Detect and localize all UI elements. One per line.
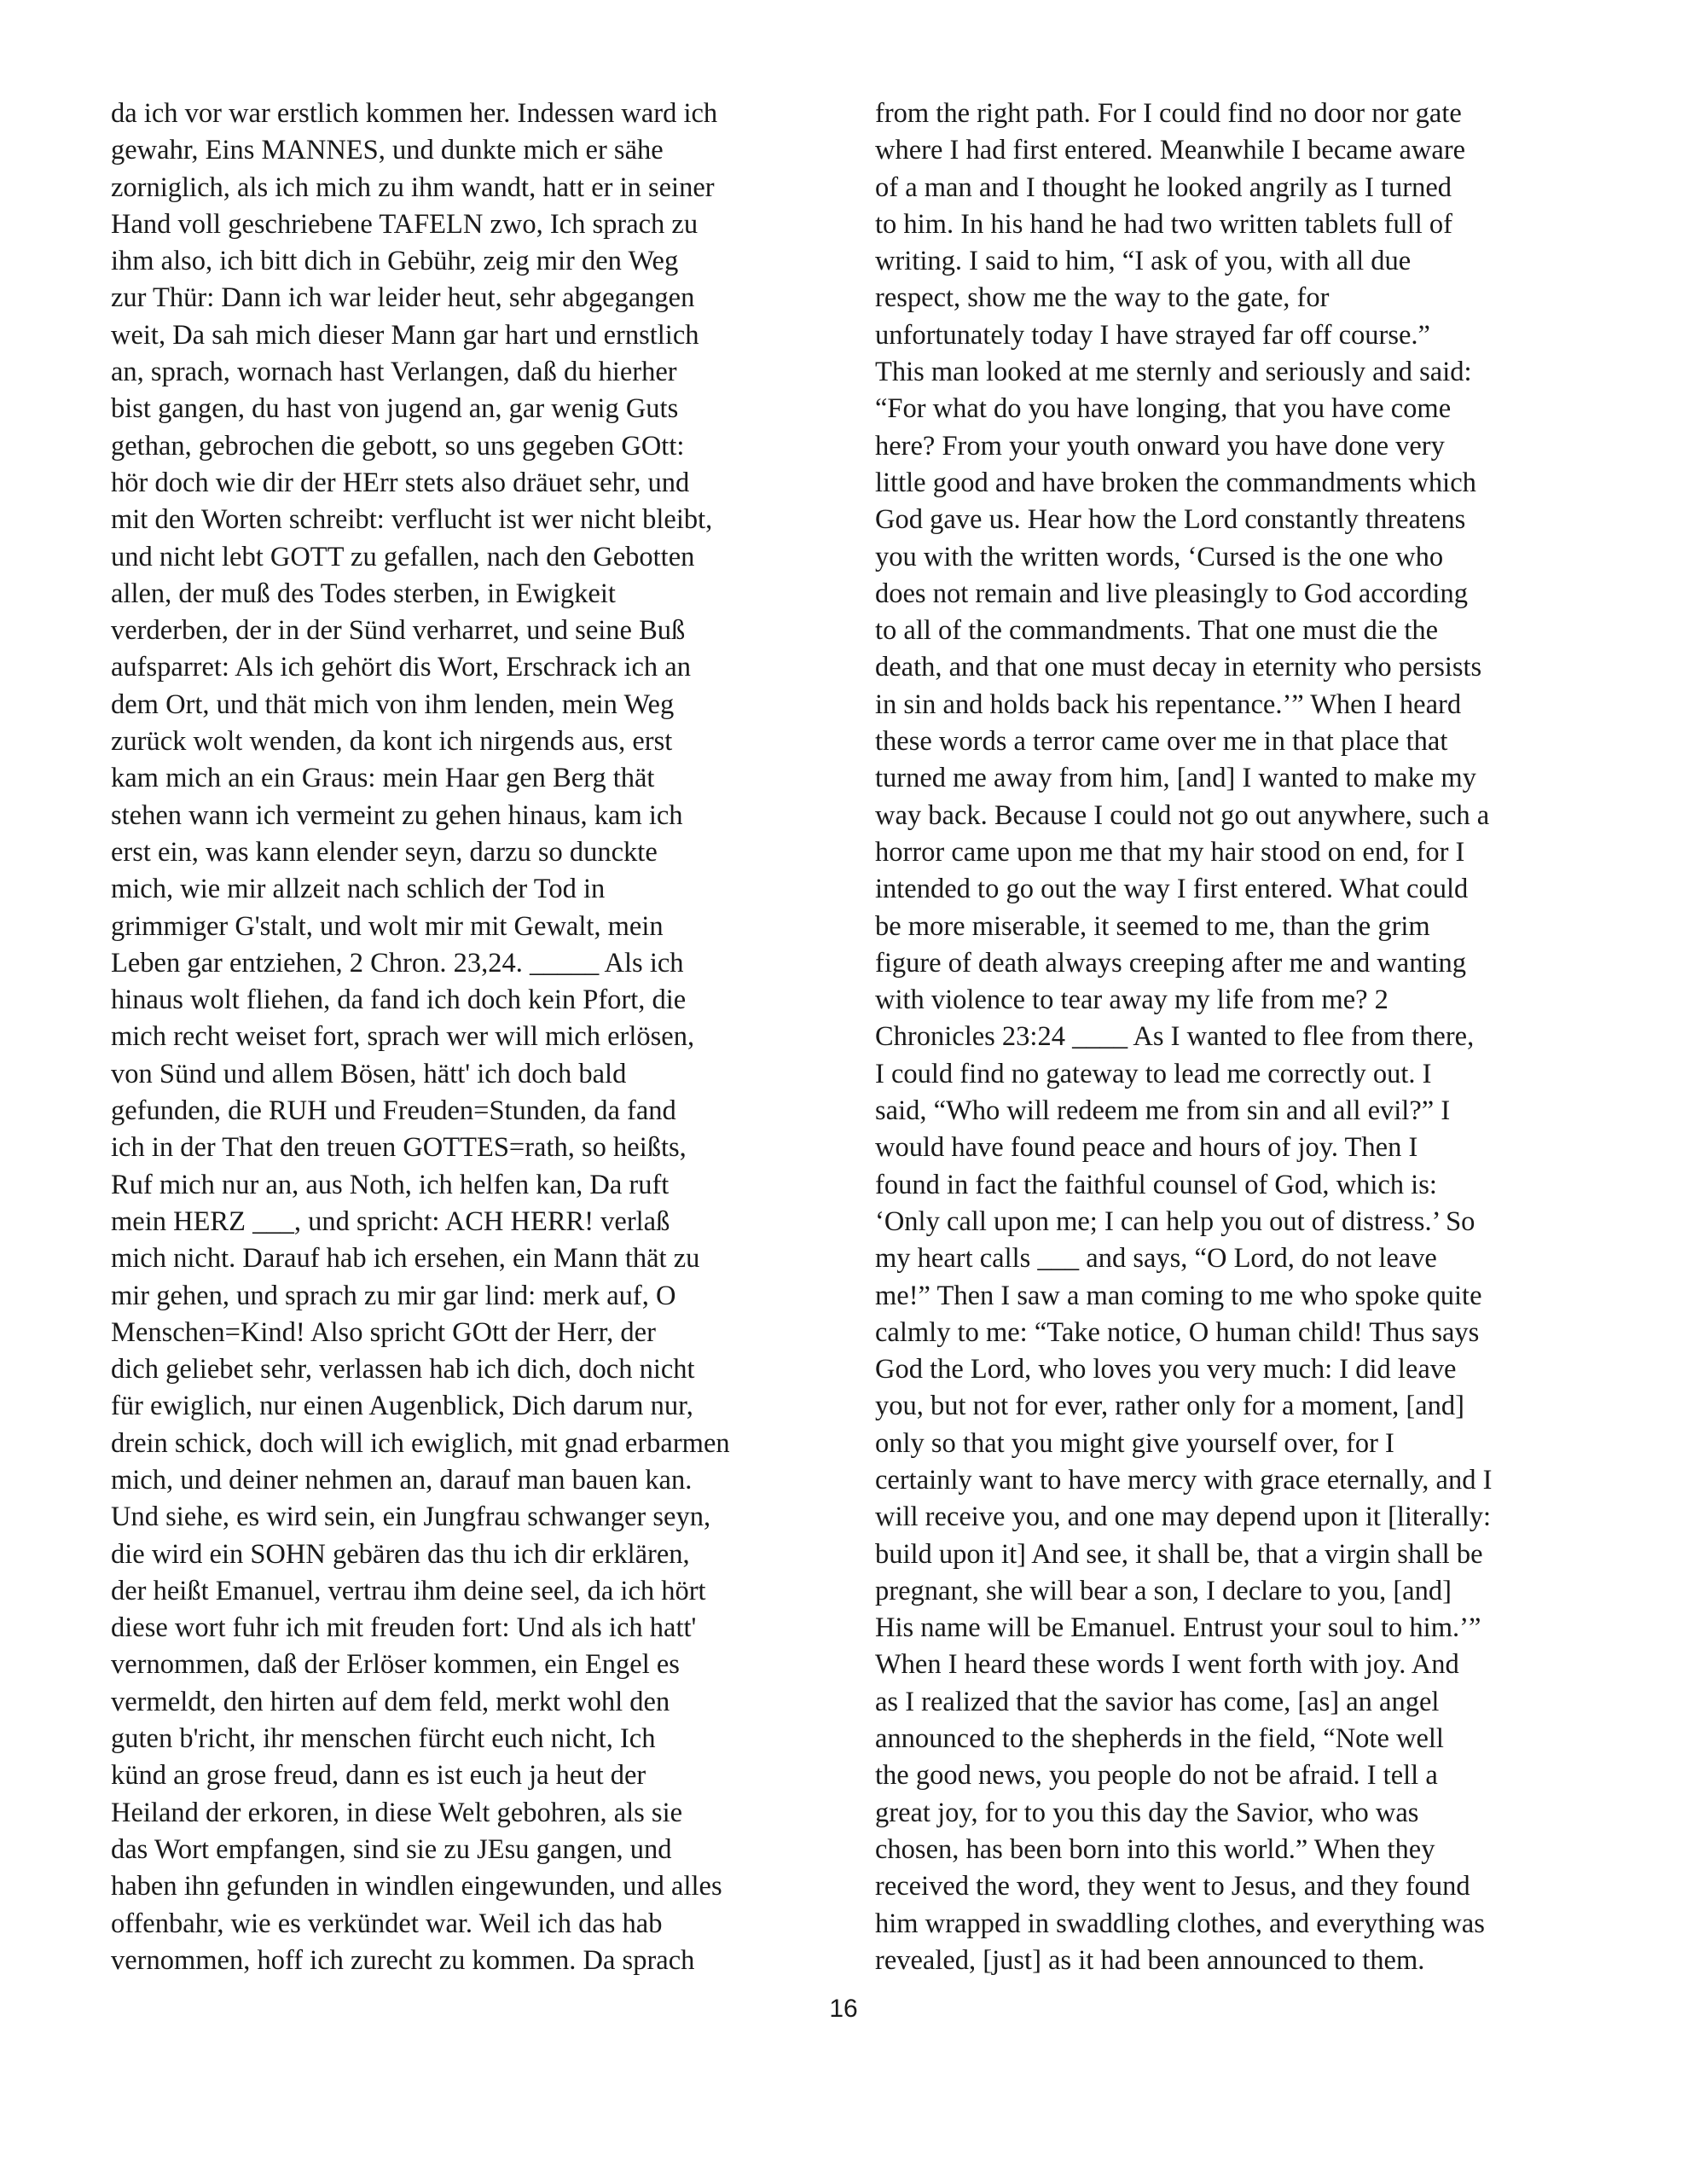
english-text-line: writing. I said to him, “I ask of you, with all due (875, 246, 1412, 277)
english-text-line: me!” Then I saw a man coming to me who spoke quite (875, 1280, 1482, 1311)
english-text-line: death, and that one must decay in eternity who persists (875, 652, 1482, 683)
german-text-line: bist gangen, du hast von jugend an, gar wenig Guts (111, 393, 679, 425)
german-text-line: mich, und deiner nehmen an, darauf man bauen kan. (111, 1464, 693, 1496)
english-text-line: these words a terror came over me in that place that (875, 726, 1448, 758)
english-text-line: chosen, has been born into this world.” When they (875, 1833, 1435, 1865)
english-text-line: God the Lord, who loves you very much: I did leave (875, 1354, 1457, 1385)
page-number: 16 (829, 1995, 858, 2023)
german-text-line: von Sünd und allem Bösen, hätt' ich doch bald (111, 1058, 627, 1089)
german-text-line: zorniglich, als ich mich zu ihm wandt, hatt er in seiner (111, 171, 715, 203)
german-text-line: künd an grose freud, dann es ist euch ja heut der (111, 1760, 646, 1792)
german-text-line: gefunden, die RUH und Freuden=Stunden, da fand (111, 1095, 676, 1127)
english-text-line: will receive you, and one may depend upon it [literally: (875, 1502, 1491, 1533)
german-text-line: das Wort empfangen, sind sie zu JEsu gangen, und (111, 1833, 672, 1865)
german-text-line: mit den Worten schreibt: verflucht ist wer nicht bleibt, (111, 504, 713, 536)
english-text-line: my heart calls ___ and says, “O Lord, do not leave (875, 1243, 1437, 1275)
german-text-line: gewahr, Eins MANNES, und dunkte mich er sähe (111, 135, 664, 166)
german-text-line: vermeldt, den hirten auf dem feld, merkt wohl den (111, 1686, 670, 1717)
english-text-line: great joy, for to you this day the Savior, who was (875, 1797, 1419, 1828)
english-translation-column (875, 96, 1590, 1979)
german-text-line: allen, der muß des Todes sterben, in Ewigkeit (111, 578, 616, 609)
english-text-line: does not remain and live pleasingly to God according (875, 578, 1468, 609)
german-text-line: aufsparret: Als ich gehört dis Wort, Erschrack ich an (111, 652, 691, 683)
english-text-line: certainly want to have mercy with grace eternally, and I (875, 1464, 1493, 1496)
german-text-line: mich nicht. Darauf hab ich ersehen, ein Mann thät zu (111, 1243, 700, 1275)
english-text-line: ‘Only call upon me; I can help you out of distress.’ So (875, 1205, 1475, 1237)
english-text-line: This man looked at me sternly and seriously and said: (875, 357, 1472, 388)
german-text-line: an, sprach, wornach hast Verlangen, daß du hierher (111, 357, 677, 388)
english-text-line: the good news, you people do not be afraid. I tell a (875, 1760, 1438, 1792)
english-text-line: with violence to tear away my life from me? 2 (875, 985, 1388, 1016)
german-text-line: mich recht weiset fort, sprach wer will mich erlösen, (111, 1021, 695, 1053)
english-text-line: of a man and I thought he looked angrily as I turned (875, 171, 1452, 203)
german-text-line: Menschen=Kind! Also spricht GOtt der Herr, der (111, 1316, 656, 1348)
german-text-line: stehen wann ich vermeint zu gehen hinaus, kam ich (111, 799, 683, 831)
german-text-line: Heiland der erkoren, in diese Welt gebohren, als sie (111, 1797, 683, 1828)
english-text-line: When I heard these words I went forth with joy. And (875, 1649, 1459, 1681)
german-text-line: gethan, gebrochen die gebott, so uns gegeben GOtt: (111, 430, 685, 462)
german-text-line: und nicht lebt GOTT zu gefallen, nach den Gebotten (111, 541, 695, 572)
english-text-line: to all of the commandments. That one must die the (875, 615, 1439, 647)
german-text-column (111, 96, 826, 1979)
english-text-line: only so that you might give yourself over, for I (875, 1427, 1394, 1459)
english-text-line: received the word, they went to Jesus, and they found (875, 1871, 1470, 1902)
german-text-line: für ewiglich, nur einen Augenblick, Dich darum nur, (111, 1391, 693, 1422)
english-text-line: “For what do you have longing, that you have come (875, 393, 1452, 425)
german-text-line: drein schick, doch will ich ewiglich, mit gnad erbarmen (111, 1427, 730, 1459)
english-text-line: figure of death always creeping after me and wanting (875, 947, 1467, 979)
german-text-line: da ich vor war erstlich kommen her. Indessen ward ich (111, 98, 718, 129)
english-text-line: would have found peace and hours of joy. Then I (875, 1132, 1418, 1164)
english-text-line: from the right path. For I could find no door nor gate (875, 98, 1462, 129)
english-text-line: pregnant, she will bear a son, I declare to you, [and] (875, 1575, 1452, 1606)
english-text-line: calmly to me: “Take notice, O human child! Thus says (875, 1316, 1480, 1348)
english-text-line: said, “Who will redeem me from sin and all evil?” I (875, 1095, 1451, 1127)
english-text-line: be more miserable, it seemed to me, than the grim (875, 910, 1430, 942)
german-text-line: ihm also, ich bitt dich in Gebühr, zeig mir den Weg (111, 246, 679, 277)
german-text-line: offenbahr, wie es verkündet war. Weil ich das hab (111, 1908, 663, 1939)
english-text-line: announced to the shepherds in the field, “Note well (875, 1723, 1444, 1755)
german-text-line: erst ein, was kann elender seyn, darzu so dunckte (111, 836, 658, 868)
german-text-line: kam mich an ein Graus: mein Haar gen Berg thät (111, 763, 655, 794)
english-text-line: you with the written words, ‘Cursed is the one who (875, 541, 1444, 572)
german-text-line: guten b'richt, ihr menschen fürcht euch nicht, Ich (111, 1723, 656, 1755)
english-text-line: turned me away from him, [and] I wanted to make my (875, 763, 1476, 794)
english-text-line: I could find no gateway to lead me correctly out. I (875, 1058, 1432, 1089)
english-text-line: where I had first entered. Meanwhile I became aware (875, 135, 1466, 166)
english-text-line: little good and have broken the commandments which (875, 467, 1476, 498)
german-text-line: hör doch wie dir der HErr stets also dräuet sehr, und (111, 467, 690, 498)
german-text-line: der heißt Emanuel, vertrau ihm deine seel, da ich hört (111, 1575, 706, 1606)
german-text-line: mir gehen, und sprach zu mir gar lind: merk auf, O (111, 1280, 676, 1311)
german-text-line: zurück wolt wenden, da kont ich nirgends aus, erst (111, 726, 673, 758)
english-text-line: respect, show me the way to the gate, for (875, 282, 1330, 314)
german-text-line: vernommen, daß der Erlöser kommen, ein Engel es (111, 1649, 680, 1681)
english-text-line: unfortunately today I have strayed far off course.” (875, 319, 1430, 351)
german-text-line: dich geliebet sehr, verlassen hab ich dich, doch nicht (111, 1354, 695, 1385)
german-text-line: ich in der That den treuen GOTTES=rath, so heißts, (111, 1132, 687, 1164)
german-text-line: mein HERZ ___, und spricht: ACH HERR! verlaß (111, 1205, 670, 1237)
german-text-line: Ruf mich nur an, aus Noth, ich helfen kan, Da ruft (111, 1169, 670, 1200)
german-text-line: Leben gar entziehen, 2 Chron. 23,24. _____ Als ich (111, 947, 684, 979)
english-text-line: revealed, [just] as it had been announced to them. (875, 1944, 1425, 1976)
english-text-line: build upon it] And see, it shall be, that a virgin shall be (875, 1538, 1483, 1570)
german-text-line: vernommen, hoff ich zurecht zu kommen. Da sprach (111, 1944, 695, 1976)
english-text-line: God gave us. Hear how the Lord constantly threatens (875, 504, 1466, 536)
german-text-line: Und siehe, es wird sein, ein Jungfrau schwanger seyn, (111, 1502, 711, 1533)
english-text-line: here? From your youth onward you have done very (875, 430, 1445, 462)
german-text-line: haben ihn gefunden in windlen eingewunden, und alles (111, 1871, 722, 1902)
german-text-line: grimmiger G'stalt, und wolt mir mit Gewalt, mein (111, 910, 664, 942)
german-text-line: mich, wie mir allzeit nach schlich der Tod in (111, 874, 606, 905)
german-text-line: weit, Da sah mich dieser Mann gar hart und ernstlich (111, 319, 699, 351)
english-text-line: him wrapped in swaddling clothes, and everything was (875, 1908, 1485, 1939)
english-text-line: found in fact the faithful counsel of God, which is: (875, 1169, 1437, 1200)
english-text-line: to him. In his hand he had two written tablets full of (875, 208, 1452, 240)
english-text-line: horror came upon me that my hair stood on end, for I (875, 836, 1465, 868)
german-text-line: dem Ort, und thät mich von ihm lenden, mein Weg (111, 688, 675, 720)
english-text-line: intended to go out the way I first entered. What could (875, 874, 1469, 905)
english-text-line: as I realized that the savior has come, [as] an angel (875, 1686, 1440, 1717)
german-text-line: verderben, der in der Sünd verharret, und seine Buß (111, 615, 686, 647)
german-text-line: hinaus wolt fliehen, da fand ich doch kein Pfort, die (111, 985, 687, 1016)
english-text-line: way back. Because I could not go out anywhere, such a (875, 799, 1490, 831)
english-text-line: Chronicles 23:24 ____ As I wanted to flee from there, (875, 1021, 1475, 1053)
german-text-line: die wird ein SOHN gebären das thu ich dir erklären, (111, 1538, 690, 1570)
german-text-line: zur Thür: Dann ich war leider heut, sehr abgegangen (111, 282, 695, 314)
english-text-line: in sin and holds back his repentance.’” When I heard (875, 688, 1462, 720)
english-text-line: you, but not for ever, rather only for a moment, [and] (875, 1391, 1464, 1422)
german-text-line: diese wort fuhr ich mit freuden fort: Und als ich hatt' (111, 1612, 697, 1644)
english-text-line: His name will be Emanuel. Entrust your soul to him.’” (875, 1612, 1481, 1644)
german-text-line: Hand voll geschriebene TAFELN zwo, Ich sprach zu (111, 208, 699, 240)
